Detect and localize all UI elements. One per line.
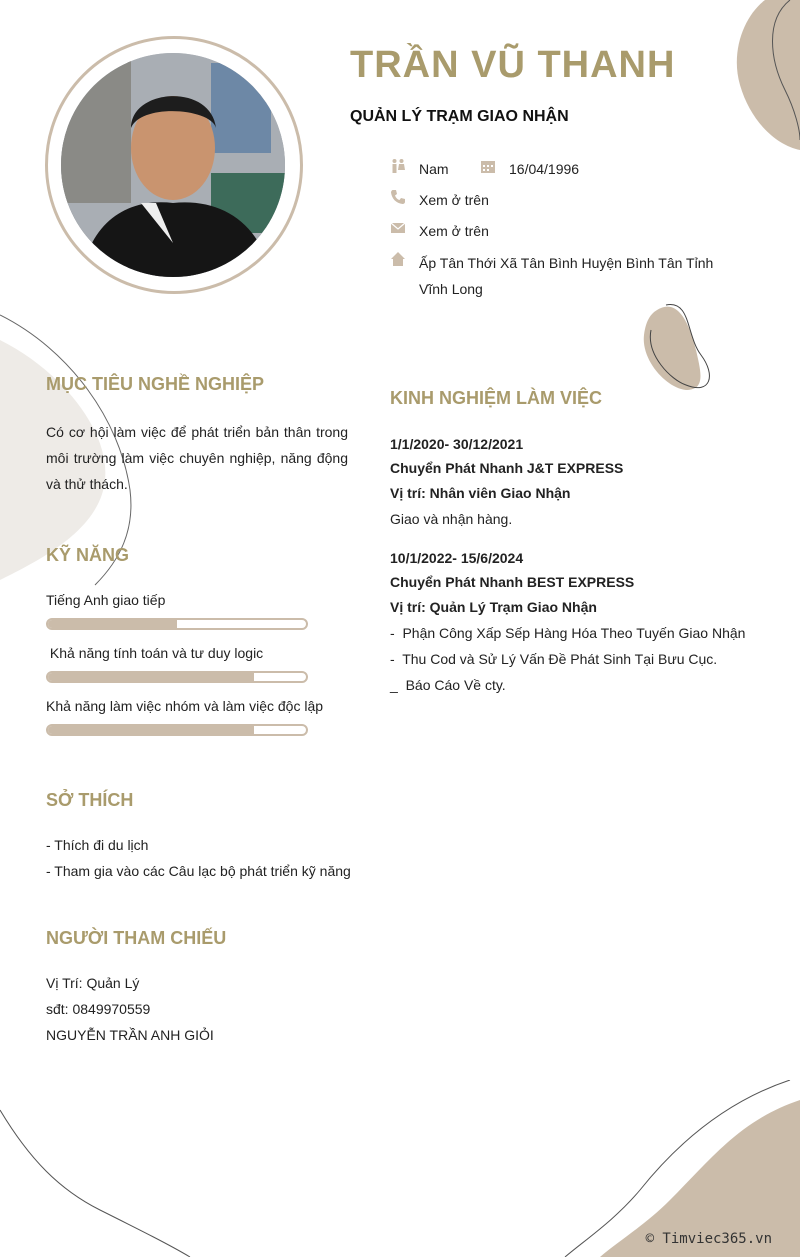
- phone-icon: [390, 189, 406, 205]
- hobby-item: - Tham gia vào các Câu lạc bộ phát triển kỹ năng: [46, 863, 351, 879]
- reference-line: sđt: 0849970559: [46, 1001, 151, 1017]
- avatar-picture: [61, 53, 285, 277]
- decor-bottom-left: [0, 1100, 200, 1257]
- hobby-item: - Thích đi du lịch: [46, 837, 149, 853]
- job-description: - Phận Công Xấp Sếp Hàng Hóa Theo Tuyến Giao Nhận: [390, 625, 746, 641]
- decor-top-right: [720, 0, 800, 150]
- watermark: © Timviec365.vn: [645, 1231, 772, 1247]
- skill-bar-fill: [48, 726, 254, 734]
- gender-icon: [390, 158, 406, 174]
- objective-text: Có cơ hội làm việc để phát triển bản thân trong môi trường làm việc chuyên nghiệp, năng động và thử thách.: [46, 424, 348, 492]
- references-heading: NGƯỜI THAM CHIẾU: [46, 928, 227, 948]
- job-period: 10/1/2022- 15/6/2024: [390, 550, 524, 566]
- address-value: Ấp Tân Thới Xã Tân Bình Huyện Bình Tân Tỉnh Vĩnh Long: [419, 255, 714, 297]
- email-icon: [390, 220, 406, 236]
- reference-line: NGUYỄN TRẦN ANH GIỎI: [46, 1027, 214, 1043]
- job-description: - Thu Cod và Sử Lý Vấn Đề Phát Sinh Tại Bưu Cục.: [390, 651, 718, 667]
- skill-label: Khả năng tính toán và tư duy logic: [46, 645, 264, 661]
- home-icon: [390, 251, 406, 267]
- job-company: Chuyển Phát Nhanh BEST EXPRESS: [390, 574, 635, 590]
- skill-bar: [46, 671, 308, 683]
- gender-value: Nam: [419, 161, 449, 177]
- skill-bar-fill: [48, 620, 177, 628]
- birthdate-value: 16/04/1996: [509, 161, 580, 177]
- skills-heading: KỸ NĂNG: [46, 545, 130, 565]
- job-period: 1/1/2020- 30/12/2021: [390, 436, 524, 452]
- skill-bar: [46, 724, 308, 736]
- hobbies-heading: SỞ THÍCH: [46, 790, 134, 810]
- reference-line: Vị Trí: Quản Lý: [46, 975, 140, 991]
- skill-label: Tiếng Anh giao tiếp: [46, 592, 166, 608]
- skill-bar-fill: [48, 673, 254, 681]
- decor-mid-leaf: [636, 300, 716, 395]
- candidate-name: TRẦN VŨ THANH: [350, 44, 676, 86]
- avatar: [61, 53, 285, 277]
- skill-label: Khả năng làm việc nhóm và làm việc độc lập: [46, 698, 324, 714]
- experience-heading: KINH NGHIỆM LÀM VIỆC: [390, 388, 603, 408]
- email-value: Xem ở trên: [419, 223, 489, 239]
- skill-bar: [46, 618, 308, 630]
- job-description: Giao và nhận hàng.: [390, 511, 513, 527]
- job-position: Vị trí: Quản Lý Trạm Giao Nhận: [390, 599, 597, 615]
- calendar-icon: [480, 158, 496, 174]
- phone-value: Xem ở trên: [419, 192, 489, 208]
- job-title: QUẢN LÝ TRẠM GIAO NHẬN: [350, 108, 569, 125]
- job-position: Vị trí: Nhân viên Giao Nhận: [390, 485, 571, 501]
- job-company: Chuyển Phát Nhanh J&T EXPRESS: [390, 460, 624, 476]
- job-description: _ Báo Cáo Về cty.: [390, 677, 506, 693]
- objective-heading: MỤC TIÊU NGHỀ NGHIỆP: [46, 374, 265, 394]
